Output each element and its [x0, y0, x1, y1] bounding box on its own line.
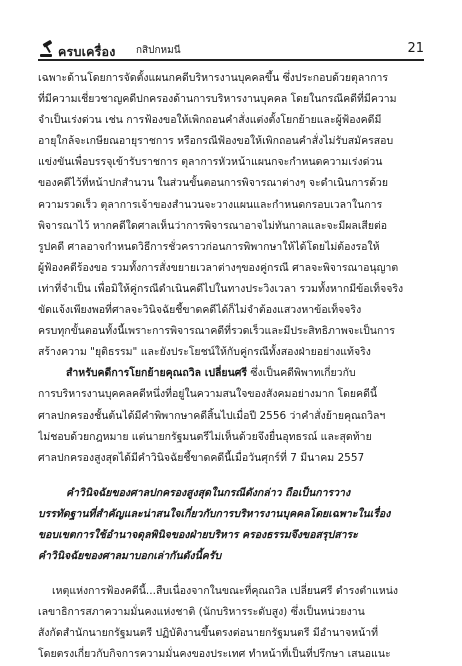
text-line: รูปคดี ศาลอาจกำหนดวิธีการชั่วคราวก่อนการพิพากษาให้ได้โดยไม่ต้องรอให้ [38, 240, 380, 253]
text-line: ขัดแจ้งเพียงพอที่ศาลจะวินิจฉัยชี้ขาดคดีได้ก็ไม่จำต้องแสวงหาข้อเท็จจริง [38, 304, 362, 317]
text-line: ศาลปกครองชั้นต้นได้มีคำพิพากษาคดีสิ้นไปเมื่อปี 2556 ว่าคำสั่งย้ายคุณถวิลฯ [38, 409, 386, 422]
text-line: คำวินิจฉัยของศาลมาบอกเล่ากันดังนี้ครับ [38, 550, 222, 563]
text-line: ผู้ฟ้องคดีร้องขอ รวมทั้งการสั่งขยายเวลาต่างๆของคู่กรณี ศาลจะพิจารณาอนุญาต [38, 261, 399, 274]
text-line: ที่มีความเชี่ยวชาญคดีปกครองด้านการบริหารงานบุคคล โดยในกรณีคดีที่มีความ [38, 93, 397, 106]
paragraph-gap [38, 567, 424, 581]
text-line: สร้างความ "ยุติธรรม" และยังประโยชน์ให้กับคู่กรณีทั้งสองฝ่ายอย่างแท้จริง [38, 346, 371, 359]
text-line: ไม่ชอบด้วยกฎหมาย แต่นายกรัฐมนตรีไม่เห็นด้วยจึงยื่นอุทธรณ์ และสุดท้าย [38, 430, 372, 443]
text-line: เลขาธิการสภาความมั่นคงแห่งชาติ (นักบริหารระดับสูง) ซึ่งเป็นหน่วยงาน [38, 606, 365, 619]
text-line: บรรทัดฐานที่สำคัญและน่าสนใจเกี่ยวกับการบริหารงานบุคคลโดยเฉพาะในเรื่อง [38, 507, 391, 520]
text-line: ศาลปกครองสูงสุดได้มีคำวินิจฉัยชี้ขาดคดีนี้เมื่อวันศุกร์ที่ 7 มีนาคม 2557 [38, 451, 365, 464]
header-rule [38, 59, 424, 61]
text-line: เท่าที่จำเป็น เพื่อมิให้คู่กรณีดำเนินคดีไปในทางประวิงเวลา รวมทั้งหากมีข้อเท็จจริง [38, 282, 404, 295]
text-line: จำเป็นเร่งด่วน เช่น การฟ้องขอให้เพิกถอนคำสั่งแต่งตั้งโยกย้ายและผู้ฟ้องคดีมี [38, 114, 382, 127]
text-line: เฉพาะด้านโดยการจัดตั้งแผนกคดีบริหารงานบุคคลขึ้น ซึ่งประกอบด้วยตุลาการ [38, 72, 389, 84]
text-line: พิจารณาไว้ หากคดีใดศาลเห็นว่าการพิจารณาอาจไม่ทันกาลและจะมีผลเสียต่อ [38, 219, 388, 232]
text-line: แข่งขันเพื่อบรรจุเข้ารับราชการ ตุลาการหัวหน้าแผนกจะกำหนดความเร่งด่วน [38, 156, 383, 169]
text-line: การบริหารงานบุคคลคดีหนึ่งที่อยู่ในความสนใจของสังคมอย่างมาก โดยคดีนี้ [38, 388, 378, 401]
page-number: 21 [407, 41, 424, 56]
text-line: สังกัดสำนักนายกรัฐมนตรี ปฏิบัติงานขึ้นตรงต่อนายกรัฐมนตรี มีอำนาจหน้าที่ [38, 627, 379, 640]
text-line: สำหรับคดีการโยกย้ายคุณถวิล เปลี่ยนศรี ซึ่งเป็นคดีพิพาทเกี่ยวกับ [66, 367, 356, 380]
text-line: ขอบเขตการใช้อำนาจดุลพินิจของฝ่ายบริหาร ครองธรรมจึงขอสรุปสาระ [38, 528, 358, 541]
text-line: อายุใกล้จะเกษียณอายุราชการ หรือกรณีฟ้องขอให้เพิกถอนคำสั่งไม่รับสมัครสอบ [38, 135, 394, 148]
page-header [38, 40, 424, 62]
body-text [38, 68, 424, 666]
lead-phrase: สำหรับคดีการโยกย้ายคุณถวิล เปลี่ยนศรี [66, 367, 248, 380]
paragraph-gap [38, 469, 424, 483]
text-line: ของคดีไว้ที่หน้าปกสำนวน ในส่วนขั้นตอนการพิจารณาต่างๆ จะดำเนินการด้วย [38, 177, 389, 190]
text-line: ครบทุกขั้นตอนทั้งนี้เพราะการพิจารณาคดีที่รวดเร็วและมีประสิทธิภาพจะเป็นการ [38, 325, 395, 338]
section-title: กสิปกหมนี [136, 45, 181, 56]
gavel-icon [38, 40, 58, 58]
text-line: เหตุแห่งการฟ้องคดีนี้...สืบเนื่องจากในขณะที่คุณถวิล เปลี่ยนศรี ดำรงตำแหน่ง [52, 585, 399, 598]
text-line: คำวินิจฉัยของศาลปกครองสูงสุดในกรณีดังกล่าว ถือเป็นการวาง [66, 486, 351, 499]
text-line: โดยตรงเกี่ยวกับกิจการความมั่นคงของประเทศ ทำหน้าที่เป็นที่ปรึกษา เสนอแนะ [38, 648, 391, 661]
book-brand: ครบเครื่อง [58, 44, 116, 59]
text-line: ความรวดเร็ว ตุลาการเจ้าของสำนวนจะวางแผนและกำหนดกรอบเวลาในการ [38, 198, 383, 211]
